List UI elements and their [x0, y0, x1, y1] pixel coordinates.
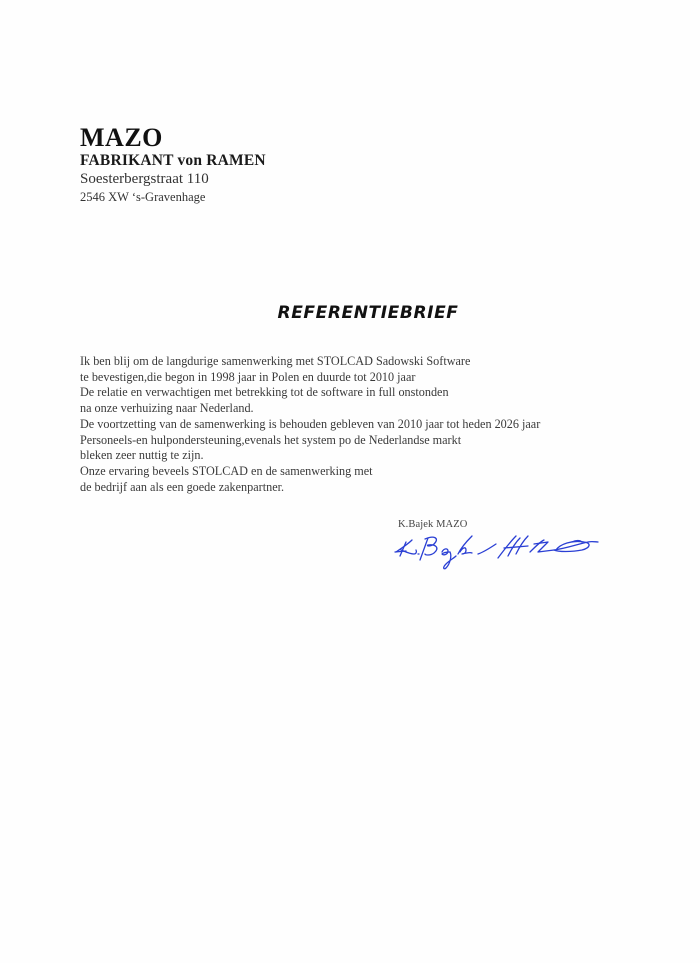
body-line: de bedrijf aan als een goede zakenpartner.: [80, 479, 285, 494]
address-street: Soesterbergstraat 110: [80, 171, 209, 187]
body-line: te bevestigen,die begon in 1998 jaar in Polen en duurde tot 2010 jaar: [80, 369, 416, 384]
body-line: bleken zeer nuttig te zijn.: [80, 448, 204, 463]
body-line: Onze ervaring beveels STOLCAD en de samenwerking met: [80, 463, 373, 478]
body-line: De voortzetting van de samenwerking is behouden gebleven van 2010 jaar tot heden 2026 jaar: [80, 416, 541, 431]
letterhead: [80, 124, 266, 205]
body-line: Personeels-en hulpondersteuning,evenals het system po de Nederlandse markt: [80, 432, 462, 447]
company-name: MAZO: [80, 123, 163, 152]
signature-icon: [392, 530, 622, 574]
signatory-name: K.Bajek MAZO: [398, 519, 468, 530]
body-line: na onze verhuizing naar Nederland.: [80, 401, 254, 416]
address-postal-city: 2546 XW ‘s-Gravenhage: [80, 190, 206, 204]
letter-body: [80, 354, 640, 495]
body-line: Ik ben blij om de langdurige samenwerking met STOLCAD Sadowski Software: [80, 354, 471, 368]
document-title: REFERENTIEBRIEF: [277, 303, 459, 323]
body-line: De relatie en verwachtigen met betrekking tot de software in full onstonden: [80, 385, 449, 400]
company-tagline: FABRIKANT von RAMEN: [80, 152, 266, 169]
